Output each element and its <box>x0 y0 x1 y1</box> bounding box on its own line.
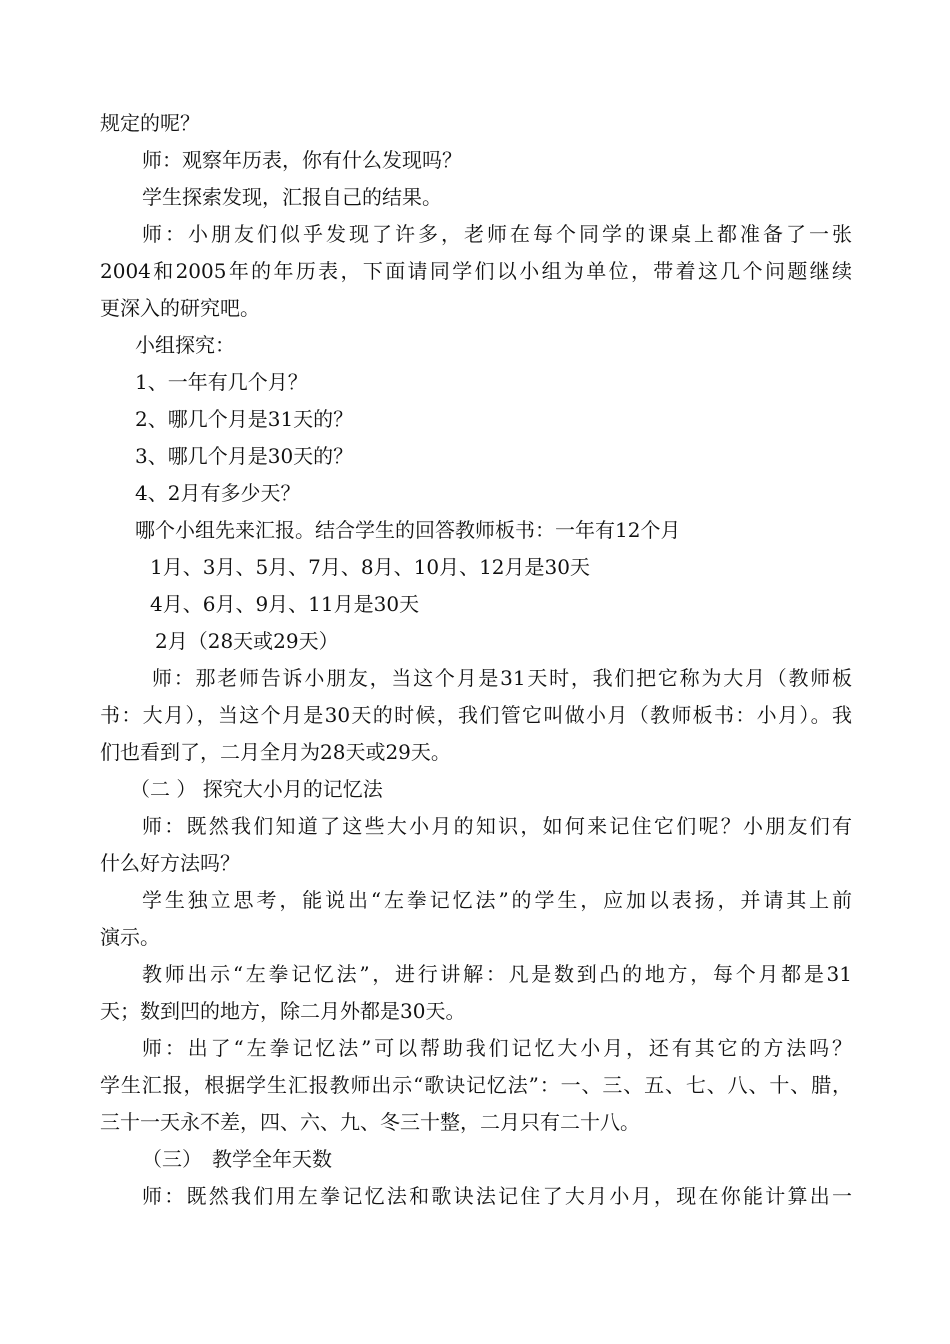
list-item: 3、哪几个月是30天的？ <box>135 444 354 468</box>
document-body <box>100 105 852 1215</box>
text-line: 小组探究： <box>135 333 235 357</box>
list-item: 2、哪几个月是31天的？ <box>135 407 354 431</box>
list-item: 1、一年有几个月？ <box>135 370 308 394</box>
text-line: 书：大月），当这个月是30天的时候，我们管它叫做小月（教师板书：小月）。我 <box>100 703 852 727</box>
text-line: 学生探索发现，汇报自己的结果。 <box>142 185 442 209</box>
board-line: 2月（28天或29天） <box>155 629 339 653</box>
text-line: 师：观察年历表，你有什么发现吗？ <box>142 148 462 172</box>
text-line: 师：既然我们用左拳记忆法和歌诀法记住了大月小月，现在你能计算出一 <box>142 1184 852 1208</box>
text-line: 师：小朋友们似乎发现了许多，老师在每个同学的课桌上都准备了一张 <box>142 222 852 246</box>
text-line: 师：出了“左拳记忆法”可以帮助我们记忆大小月，还有其它的方法吗？ <box>142 1036 852 1060</box>
text-line: 2004和2005年的年历表，下面请同学们以小组为单位，带着这几个问题继续 <box>100 259 852 283</box>
text-line: 教师出示“左拳记忆法”，进行讲解：凡是数到凸的地方，每个月都是31 <box>142 962 852 986</box>
text-line: 什么好方法吗？ <box>100 851 240 875</box>
text-line: 规定的呢？ <box>100 111 200 135</box>
text-line: 们也看到了，二月全月为28天或29天。 <box>100 740 451 764</box>
text-line: 师：既然我们知道了这些大小月的知识，如何来记住它们呢？小朋友们有 <box>142 814 852 838</box>
text-line: 更深入的研究吧。 <box>100 296 260 320</box>
section-heading: （二 ） 探究大小月的记忆法 <box>130 777 383 801</box>
list-item: 4、2月有多少天？ <box>135 481 301 505</box>
section-heading: （三） 教学全年天数 <box>142 1147 332 1171</box>
text-line: 哪个小组先来汇报。结合学生的回答教师板书：一年有12个月 <box>135 518 681 542</box>
text-line: 学生独立思考，能说出“左拳记忆法”的学生，应加以表扬，并请其上前 <box>142 888 852 912</box>
text-line: 学生汇报，根据学生汇报教师出示“歌诀记忆法”：一、三、五、七、八、十、腊， <box>100 1073 852 1097</box>
board-line: 4月、6月、9月、11月是30天 <box>150 592 420 616</box>
text-line: 师：那老师告诉小朋友，当这个月是31天时，我们把它称为大月（教师板 <box>152 666 852 690</box>
text-line: 三十一天永不差，四、六、九、冬三十整，二月只有二十八。 <box>100 1110 640 1134</box>
board-line: 1月、3月、5月、7月、8月、10月、12月是30天 <box>150 555 590 579</box>
text-line: 演示。 <box>100 925 160 949</box>
text-line: 天；数到凹的地方，除二月外都是30天。 <box>100 999 466 1023</box>
